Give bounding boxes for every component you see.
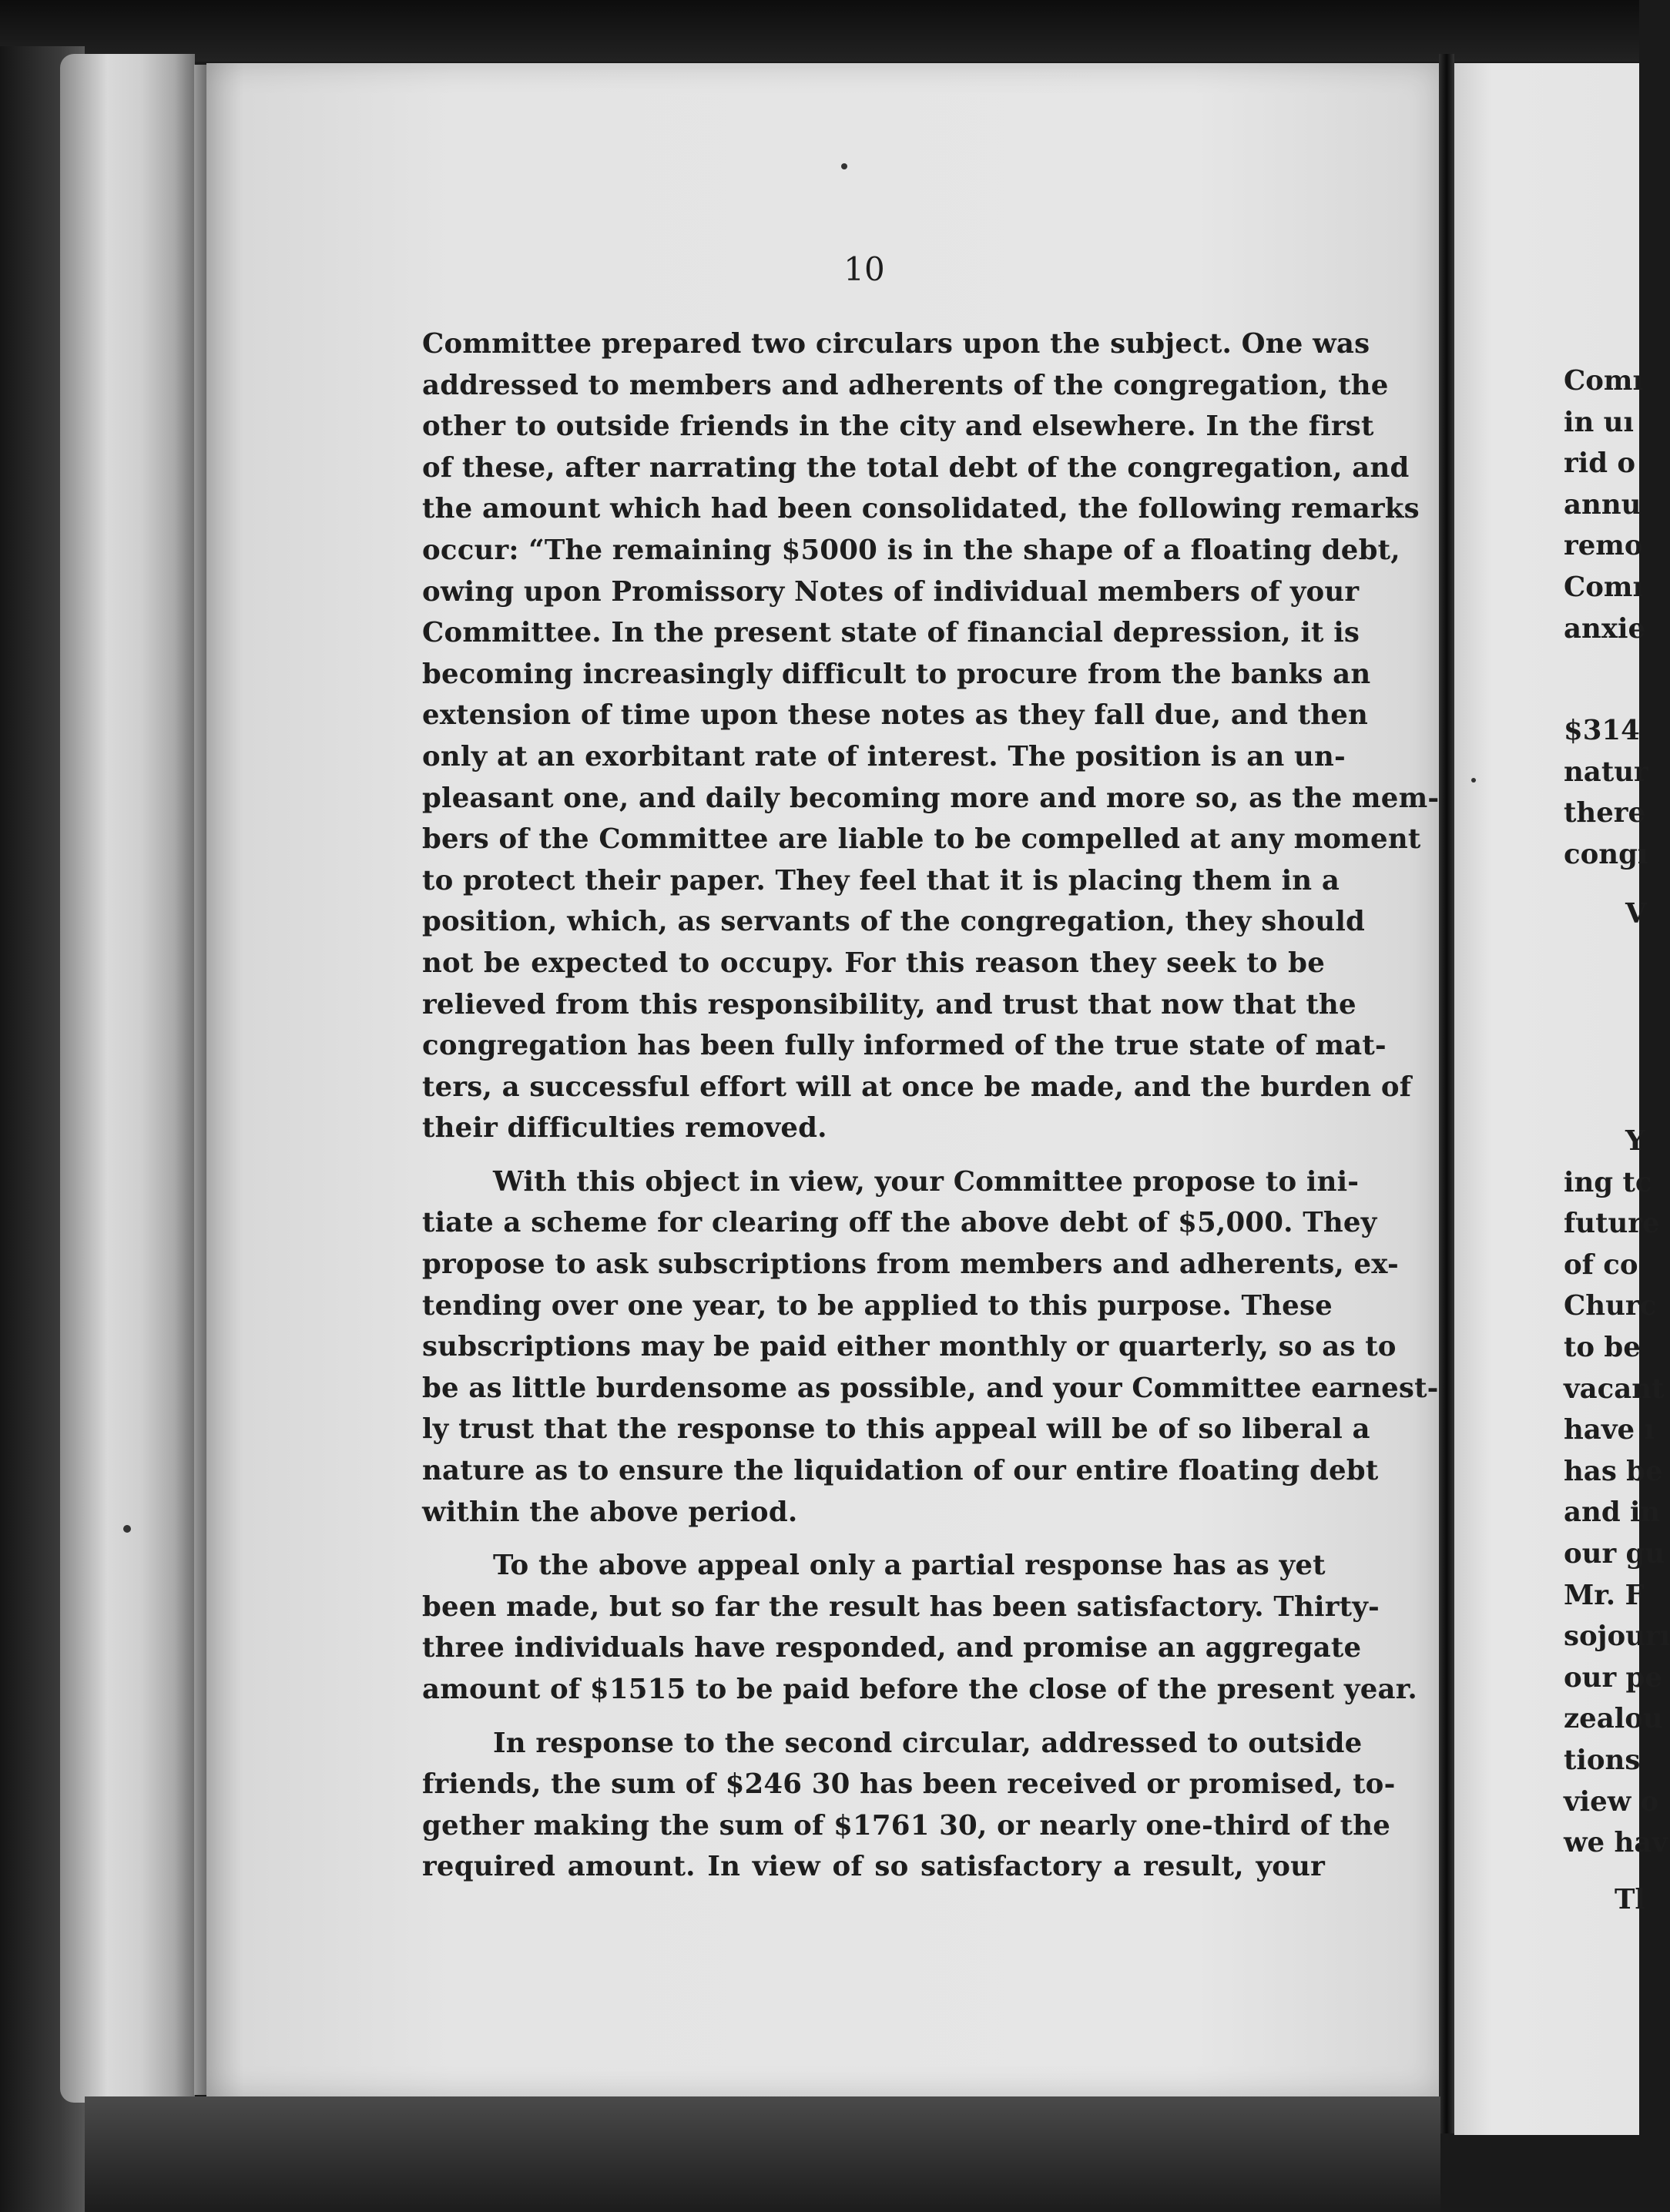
facing-text-fragment: V bbox=[1625, 898, 1647, 930]
text-line: pleasant one, and daily becoming more and more so, as the mem- bbox=[422, 782, 1440, 814]
facing-text-fragment: have ı bbox=[1564, 1414, 1655, 1446]
facing-text-fragment: congı bbox=[1564, 838, 1648, 870]
facing-text-fragment: ing tc bbox=[1564, 1166, 1652, 1198]
scan-background-bottom bbox=[85, 2096, 1440, 2212]
facing-text-fragment: there bbox=[1564, 797, 1646, 830]
scan-speck bbox=[123, 1525, 131, 1533]
text-line: their difficulties removed. bbox=[422, 1112, 827, 1145]
book-spine-edge bbox=[60, 54, 195, 2103]
facing-text-fragment: Y bbox=[1625, 1125, 1645, 1157]
text-line: occur: “The remaining $5000 is in the shape of a floating debt, bbox=[422, 534, 1400, 566]
paragraph-1 bbox=[422, 323, 1440, 1149]
facing-text-fragment: our gu bbox=[1564, 1537, 1665, 1570]
facing-text-fragment: annu bbox=[1564, 488, 1641, 521]
paragraph-4 bbox=[422, 1723, 1396, 1888]
text-line: the amount which had been consolidated, the following remarks bbox=[422, 493, 1420, 525]
facing-text-fragment: Comı bbox=[1564, 571, 1643, 603]
facing-text-fragment: future bbox=[1564, 1208, 1660, 1240]
facing-page-fragment-group-5 bbox=[1564, 1879, 1648, 1921]
page-body-text bbox=[422, 323, 1440, 1888]
text-line: Committee. In the present state of financial depression, it is bbox=[422, 617, 1360, 649]
text-line: position, which, as servants of the congregation, they should bbox=[422, 906, 1366, 938]
facing-text-fragment: Tl bbox=[1615, 1884, 1645, 1915]
text-line: gether making the sum of $1761 30, or nearly one-third of the bbox=[422, 1809, 1391, 1842]
scan-speck bbox=[841, 163, 847, 169]
paragraph-3 bbox=[422, 1545, 1417, 1710]
facing-text-fragment: and in bbox=[1564, 1496, 1661, 1529]
facing-text-fragment: has be bbox=[1564, 1455, 1663, 1487]
book-gutter bbox=[1439, 54, 1454, 2133]
facing-page-fragment-group-3 bbox=[1564, 893, 1648, 935]
scan-background-top bbox=[0, 0, 1639, 62]
facing-text-fragment: in uı bbox=[1564, 406, 1634, 438]
text-line: relieved from this responsibility, and trust that now that the bbox=[422, 988, 1356, 1021]
facing-text-fragment: Mr. F bbox=[1564, 1579, 1645, 1611]
facing-page-fragment-group-4 bbox=[1564, 1121, 1670, 1864]
page-number: 10 bbox=[843, 250, 885, 288]
facing-text-fragment: zealou bbox=[1564, 1703, 1663, 1735]
text-line: only at an exorbitant rate of interest. The position is an un- bbox=[422, 740, 1346, 773]
text-line: propose to ask subscriptions from members and adherents, ex- bbox=[422, 1248, 1399, 1281]
text-line: subscriptions may be paid either monthly or quarterly, so as to bbox=[422, 1331, 1397, 1363]
facing-text-fragment: remo bbox=[1564, 530, 1643, 562]
facing-page-fragment-group-2 bbox=[1564, 710, 1648, 875]
text-line: tiate a scheme for clearing off the above debt of $5,000. They bbox=[422, 1207, 1377, 1239]
text-line: be as little burdensome as possible, and your Committee earnest- bbox=[422, 1372, 1439, 1404]
text-line: With this object in view, your Committee propose to ini- bbox=[493, 1165, 1360, 1198]
scan-speck bbox=[1471, 778, 1476, 783]
text-line: Committee prepared two circulars upon the subject. One was bbox=[422, 328, 1370, 360]
text-line: congregation has been fully informed of the true state of mat- bbox=[422, 1030, 1387, 1062]
facing-text-fragment: Churc bbox=[1564, 1290, 1657, 1322]
text-line: bers of the Committee are liable to be compelled at any moment bbox=[422, 823, 1421, 856]
facing-text-fragment: to be bbox=[1564, 1331, 1641, 1363]
facing-text-fragment: rid o bbox=[1564, 447, 1636, 480]
text-line: other to outside friends in the city and elsewhere. In the first bbox=[422, 411, 1374, 443]
text-line: within the above period. bbox=[422, 1496, 798, 1528]
text-line: ters, a successful effort will at once be made, and the burden of bbox=[422, 1071, 1412, 1103]
text-line: extension of time upon these notes as they fall due, and then bbox=[422, 699, 1369, 732]
text-line: To the above appeal only a partial response has as yet bbox=[493, 1550, 1326, 1582]
text-line: required amount. In view of so satisfactory a result, your bbox=[422, 1851, 1325, 1883]
facing-text-fragment: tions bbox=[1564, 1744, 1641, 1776]
text-line: amount of $1515 to be paid before the close of the present year. bbox=[422, 1674, 1417, 1705]
facing-text-fragment: view o bbox=[1564, 1785, 1659, 1818]
facing-text-fragment: sojourı bbox=[1564, 1620, 1670, 1653]
text-line: to protect their paper. They feel that it is placing them in a bbox=[422, 864, 1340, 897]
facing-text-fragment: we hav bbox=[1564, 1827, 1668, 1859]
text-line: friends, the sum of $246 30 has been received or promised, to- bbox=[422, 1768, 1396, 1801]
facing-text-fragment: our pe bbox=[1564, 1661, 1662, 1694]
text-line: not be expected to occupy. For this reason they seek to be bbox=[422, 947, 1325, 979]
text-line: nature as to ensure the liquidation of our entire floating debt bbox=[422, 1455, 1379, 1487]
text-line: In response to the second circular, addressed to outside bbox=[493, 1727, 1363, 1759]
text-line: becoming increasingly difficult to procure from the banks an bbox=[422, 658, 1371, 690]
paragraph-2 bbox=[422, 1161, 1439, 1533]
text-line: owing upon Promissory Notes of individual members of your bbox=[422, 575, 1360, 608]
facing-text-fragment: anxie bbox=[1564, 612, 1646, 645]
text-line: ly trust that the response to this appeal will be of so liberal a bbox=[422, 1413, 1370, 1446]
text-line: been made, but so far the result has been satisfactory. Thirty- bbox=[422, 1590, 1380, 1623]
facing-text-fragment: Comı bbox=[1564, 365, 1643, 397]
text-line: three individuals have responded, and promise an aggregate bbox=[422, 1632, 1362, 1664]
text-line: tending over one year, to be applied to this purpose. These bbox=[422, 1289, 1333, 1322]
text-line: of these, after narrating the total debt of the congregation, and bbox=[422, 451, 1410, 484]
facing-text-fragment: vacant bbox=[1564, 1372, 1665, 1405]
text-line: addressed to members and adherents of the congregation, the bbox=[422, 369, 1389, 401]
facing-text-fragment: of co bbox=[1564, 1248, 1638, 1281]
facing-page-fragment-group-1 bbox=[1564, 360, 1648, 649]
facing-text-fragment: natur bbox=[1564, 756, 1648, 788]
facing-text-fragment: $314 bbox=[1564, 715, 1640, 746]
